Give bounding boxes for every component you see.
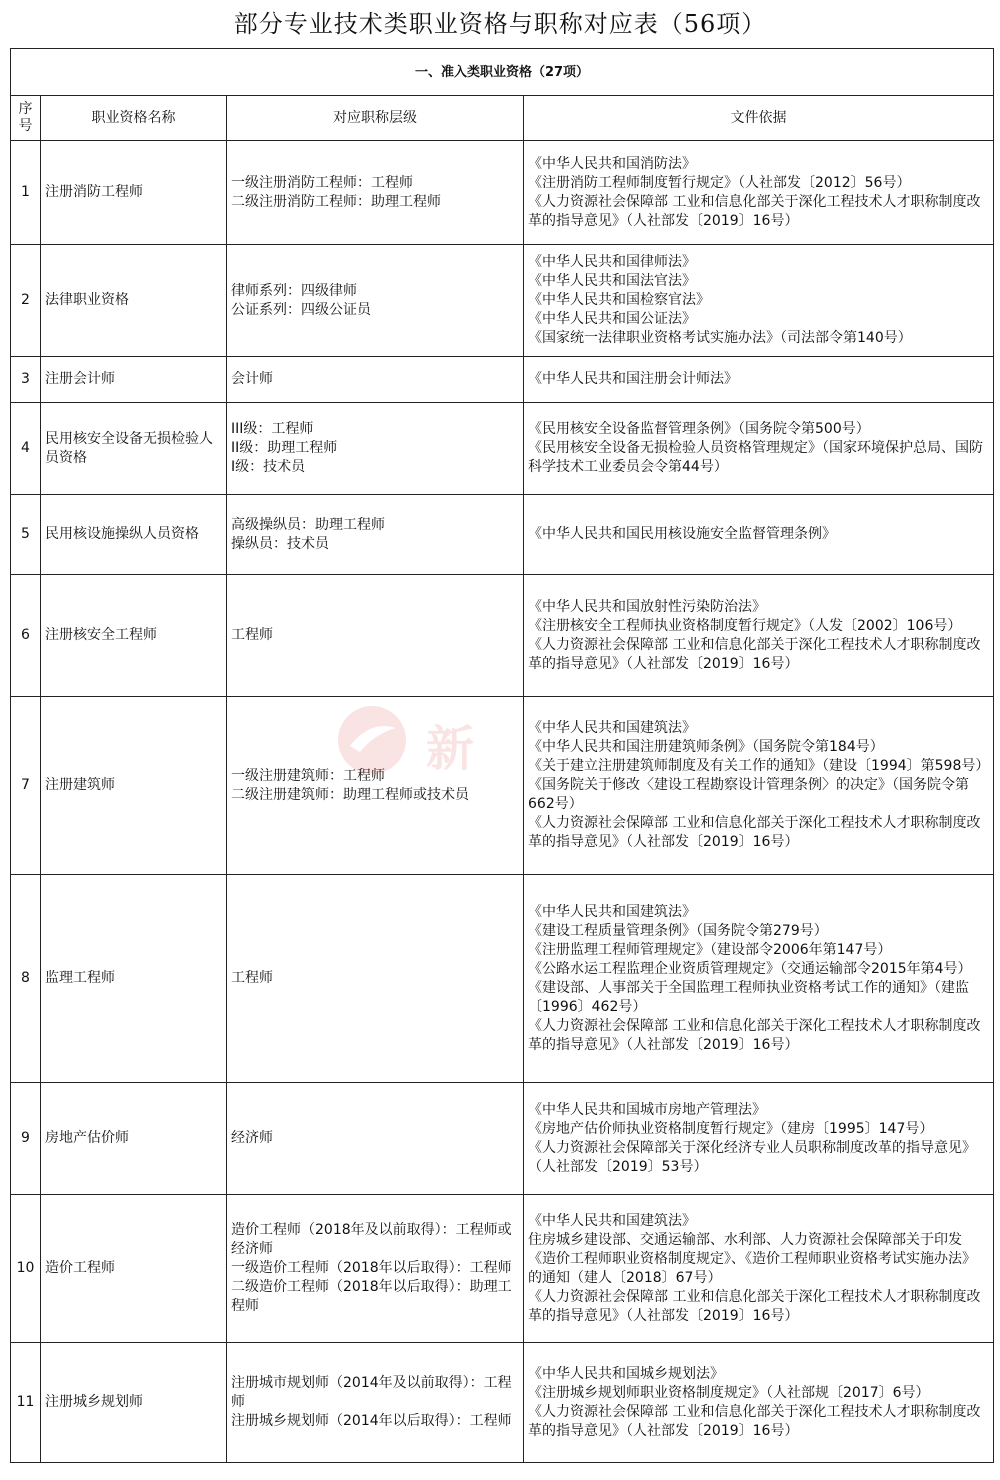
table-row: [11, 875, 994, 1083]
document-basis-line: 《注册消防工程师制度暂行规定》（人社部发〔2012〕56号）: [528, 174, 911, 191]
row-number: 8: [11, 875, 41, 1083]
row-number: 10: [11, 1195, 41, 1343]
document-basis-line: 《人力资源社会保障部 工业和信息化部关于深化工程技术人才职称制度改革的指导意见》（人社部发〔2019〕16号）: [528, 193, 981, 229]
document-basis-line: 《中华人民共和国律师法》: [528, 254, 696, 270]
document-basis-line: 《中华人民共和国建筑法》: [528, 1212, 696, 1229]
document-basis-line: 《中华人民共和国注册会计师法》: [528, 371, 738, 387]
col-header-number-line1: 序: [18, 101, 33, 117]
title-level-cell: [227, 141, 524, 245]
table-row: [11, 495, 994, 575]
qualification-name: 民用核设施操纵人员资格: [41, 495, 227, 575]
document-basis-line: 《民用核安全设备无损检验人员资格管理规定》（国家环境保护总局、国防科学技术工业委员会令第44号）: [528, 440, 983, 475]
document-basis-line: 《民用核安全设备监督管理条例》（国务院令第500号）: [528, 421, 870, 437]
title-level-line: 经济师: [231, 1130, 273, 1146]
row-number: 5: [11, 495, 41, 575]
document-basis-cell: [524, 575, 994, 697]
document-basis-line: 《中华人民共和国公证法》: [528, 311, 696, 327]
table-row: [11, 1195, 994, 1343]
title-level-line: 注册城市规划师（2014年及以前取得）：工程师: [231, 1375, 512, 1410]
table-row: [11, 245, 994, 357]
document-basis-line: 《人力资源社会保障部关于深化经济专业人员职称制度改革的指导意见》（人社部发〔2019〕53号）: [528, 1139, 976, 1175]
col-header-name: 职业资格名称: [41, 96, 227, 141]
document-basis-line: 《人力资源社会保障部 工业和信息化部关于深化工程技术人才职称制度改革的指导意见》（人社部发〔2019〕16号）: [528, 1017, 981, 1053]
row-number: 3: [11, 357, 41, 403]
document-basis-line: 《国务院关于修改〈建设工程勘察设计管理条例〉的决定》（国务院令第662号）: [528, 777, 969, 812]
title-level-cell: [227, 245, 524, 357]
table-row: [11, 1083, 994, 1195]
document-basis-cell: [524, 495, 994, 575]
table-row: [11, 403, 994, 495]
document-basis-cell: [524, 245, 994, 357]
title-level-line: 律师系列：四级律师: [231, 282, 357, 299]
title-level-line: 二级注册消防工程师：助理工程师: [231, 193, 441, 210]
qualification-name: 注册核安全工程师: [41, 575, 227, 697]
document-basis-cell: [524, 875, 994, 1083]
qualification-name: 注册会计师: [41, 357, 227, 403]
document-basis-line: 《中华人民共和国城市房地产管理法》: [528, 1101, 766, 1118]
document-basis-line: 《人力资源社会保障部 工业和信息化部关于深化工程技术人才职称制度改革的指导意见》（人社部发〔2019〕16号）: [528, 815, 981, 850]
row-number: 1: [11, 141, 41, 245]
title-level-cell: [227, 403, 524, 495]
qualification-name: 注册建筑师: [41, 697, 227, 875]
document-basis-line: 《建设部、人事部关于全国监理工程师执业资格考试工作的通知》（建监〔1996〕462号）: [528, 979, 969, 1015]
table-row: [11, 357, 994, 403]
row-number: 7: [11, 697, 41, 875]
document-basis-line: 《中华人民共和国民用核设施安全监督管理条例》: [528, 526, 836, 542]
title-level-line: 二级注册建筑师：助理工程师或技术员: [231, 786, 469, 803]
title-level-line: 注册城乡规划师（2014年以后取得）：工程师: [231, 1413, 512, 1429]
title-level-cell: [227, 697, 524, 875]
title-level-cell: [227, 1343, 524, 1463]
document-basis-cell: [524, 403, 994, 495]
document-basis-line: 《注册城乡规划师职业资格制度规定》（人社部规〔2017〕6号）: [528, 1384, 930, 1401]
title-level-line: 公证系列：四级公证员: [231, 301, 371, 318]
section-title: 一、准入类职业资格（27项）: [11, 49, 994, 96]
document-basis-line: 《公路水运工程监理企业资质管理规定》（交通运输部令2015年第4号）: [528, 960, 972, 977]
title-level-line: 操纵员：技术员: [231, 535, 329, 552]
title-level-cell: [227, 1195, 524, 1343]
qualification-name: 注册城乡规划师: [41, 1343, 227, 1463]
title-level-line: II级：助理工程师: [231, 440, 338, 456]
col-header-number-line2: 号: [18, 118, 33, 134]
section-header-row: [11, 49, 994, 96]
title-level-line: 一级注册建筑师：工程师: [231, 767, 385, 784]
document-basis-line: 《中华人民共和国放射性污染防治法》: [528, 598, 766, 615]
document-basis-cell: [524, 1343, 994, 1463]
qualification-name: 房地产估价师: [41, 1083, 227, 1195]
qualification-name: 注册消防工程师: [41, 141, 227, 245]
qualification-name: 法律职业资格: [41, 245, 227, 357]
document-basis-line: 《中华人民共和国消防法》: [528, 155, 696, 172]
row-number: 6: [11, 575, 41, 697]
title-level-cell: [227, 495, 524, 575]
document-basis-cell: [524, 1083, 994, 1195]
title-level-cell: [227, 575, 524, 697]
document-basis-line: 住房城乡建设部、交通运输部、水利部、人力资源社会保障部关于印发《造价工程师职业资格制度规定》、《造价工程师职业资格考试实施办法》的通知（建人〔2018〕67号）: [528, 1231, 976, 1286]
column-header-row: [11, 96, 994, 141]
title-level-cell: [227, 1083, 524, 1195]
document-basis-cell: [524, 697, 994, 875]
document-basis-line: 《中华人民共和国城乡规划法》: [528, 1365, 724, 1382]
qualification-name: 监理工程师: [41, 875, 227, 1083]
title-level-line: 一级注册消防工程师：工程师: [231, 174, 413, 191]
title-level-line: 高级操纵员：助理工程师: [231, 516, 385, 533]
document-basis-line: 《中华人民共和国建筑法》: [528, 903, 696, 920]
document-basis-line: 《人力资源社会保障部 工业和信息化部关于深化工程技术人才职称制度改革的指导意见》（人社部发〔2019〕16号）: [528, 1288, 981, 1324]
table-row: [11, 697, 994, 875]
document-basis-line: 《国家统一法律职业资格考试实施办法》（司法部令第140号）: [528, 330, 912, 346]
title-level-cell: [227, 875, 524, 1083]
row-number: 4: [11, 403, 41, 495]
qualification-table-wrapper: [10, 48, 993, 1463]
title-level-line: 一级造价工程师（2018年以后取得）：工程师: [231, 1260, 512, 1276]
title-level-line: I级：技术员: [231, 459, 306, 475]
title-level-cell: [227, 357, 524, 403]
col-header-level: 对应职称层级: [227, 96, 524, 141]
document-basis-line: 《中华人民共和国法官法》: [528, 273, 696, 289]
title-level-line: III级：工程师: [231, 421, 314, 437]
document-basis-line: 《建设工程质量管理条例》（国务院令第279号）: [528, 922, 828, 939]
page-title: 部分专业技术类职业资格与职称对应表（56项）: [233, 10, 767, 38]
qualification-table: [10, 48, 994, 1463]
document-basis-cell: [524, 357, 994, 403]
document-basis-line: 《关于建立注册建筑师制度及有关工作的通知》（建设〔1994〕第598号）: [528, 758, 990, 774]
document-basis-line: 《中华人民共和国注册建筑师条例》（国务院令第184号）: [528, 739, 884, 755]
table-row: [11, 141, 994, 245]
table-row: [11, 1343, 994, 1463]
document-basis-cell: [524, 1195, 994, 1343]
title-level-line: 工程师: [231, 627, 273, 643]
document-basis-line: 《人力资源社会保障部 工业和信息化部关于深化工程技术人才职称制度改革的指导意见》（人社部发〔2019〕16号）: [528, 636, 981, 672]
qualification-name: 造价工程师: [41, 1195, 227, 1343]
table-row: [11, 575, 994, 697]
document-basis-line: 《注册监理工程师管理规定》（建设部令2006年第147号）: [528, 941, 892, 958]
title-level-line: 二级造价工程师（2018年以后取得）：助理工程师: [231, 1279, 512, 1314]
row-number: 9: [11, 1083, 41, 1195]
row-number: 2: [11, 245, 41, 357]
qualification-name: 民用核安全设备无损检验人员资格: [41, 403, 227, 495]
title-level-line: 会计师: [231, 371, 273, 387]
row-number: 11: [11, 1343, 41, 1463]
document-basis-cell: [524, 141, 994, 245]
document-basis-line: 《注册核安全工程师执业资格制度暂行规定》（人发〔2002〕106号）: [528, 617, 962, 634]
col-header-number: [11, 96, 41, 141]
title-level-line: 造价工程师（2018年及以前取得）：工程师或经济师: [231, 1222, 512, 1257]
document-basis-line: 《中华人民共和国建筑法》: [528, 720, 696, 736]
watermark-text: 新: [426, 721, 479, 777]
title-level-line: 工程师: [231, 970, 273, 986]
document-basis-line: 《中华人民共和国检察官法》: [528, 292, 710, 308]
col-header-basis: 文件依据: [524, 96, 994, 141]
document-basis-line: 《房地产估价师执业资格制度暂行规定》（建房〔1995〕147号）: [528, 1120, 934, 1137]
document-basis-line: 《人力资源社会保障部 工业和信息化部关于深化工程技术人才职称制度改革的指导意见》（人社部发〔2019〕16号）: [528, 1403, 981, 1439]
